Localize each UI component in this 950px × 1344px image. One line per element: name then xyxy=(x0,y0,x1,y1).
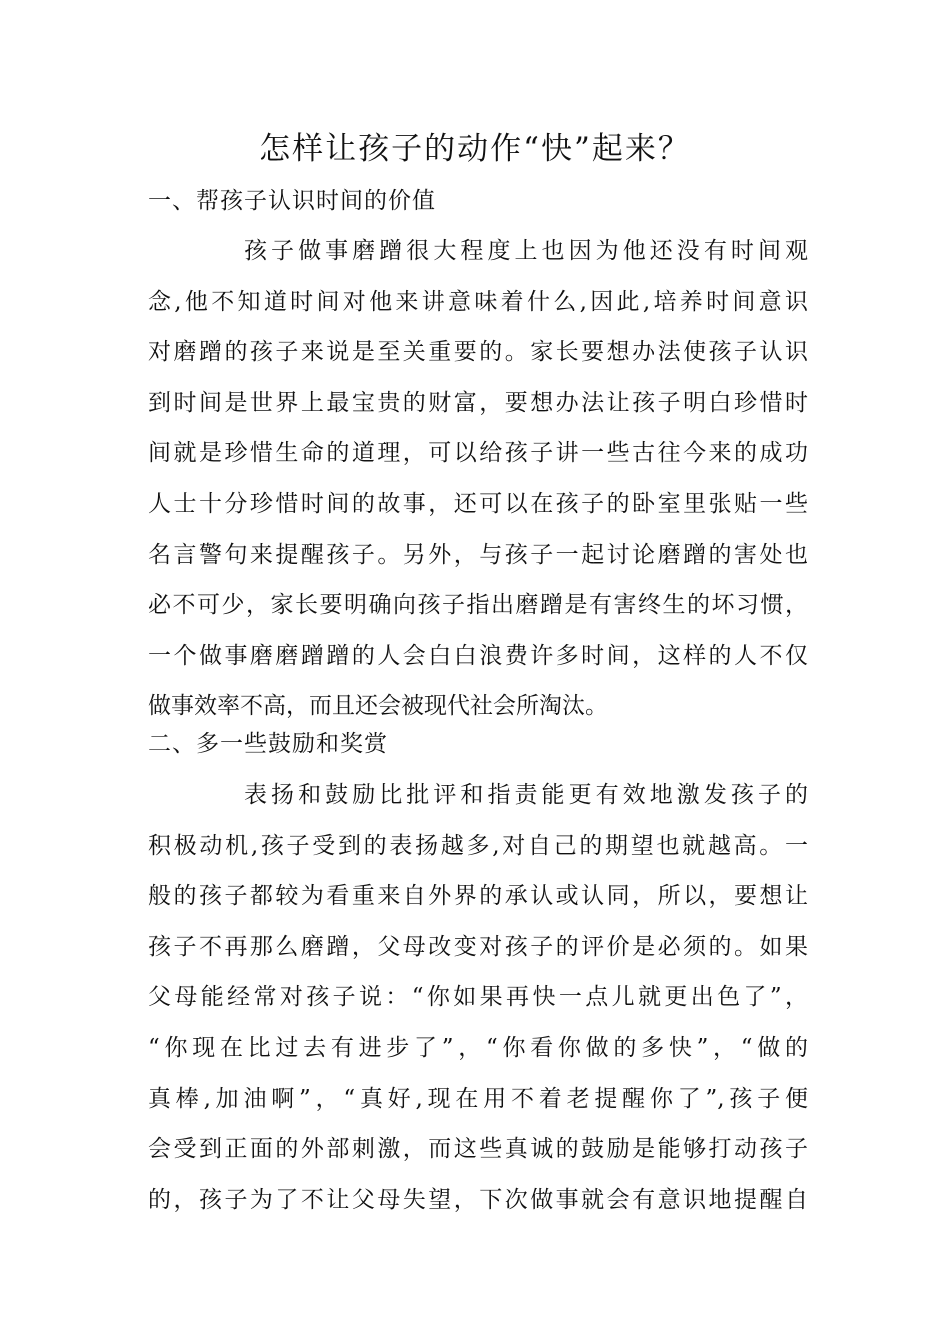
section-heading-encouragement: 二、多一些鼓励和奖赏 xyxy=(148,731,388,757)
paragraph-line: 到时间是世界上最宝贵的财富，要想办法让孩子明白珍惜时 xyxy=(148,389,808,416)
paragraph-line: 名言警句来提醒孩子。另外，与孩子一起讨论磨蹭的害处也 xyxy=(148,541,808,568)
section-paragraph-time-value xyxy=(148,226,808,732)
paragraph-line: 念,他不知道时间对他来讲意味着什么,因此,培养时间意识 xyxy=(148,288,808,315)
paragraph-line: 孩子不再那么磨蹭，父母改变对孩子的评价是必须的。如果 xyxy=(148,933,808,960)
paragraph-line: 真棒,加油啊”，“真好,现在用不着老提醒你了”,孩子便 xyxy=(148,1085,808,1112)
document-title: 怎样让孩子的动作“快”起来？ xyxy=(259,131,691,167)
paragraph-line: 一个做事磨磨蹭蹭的人会白白浪费许多时间，这样的人不仅 xyxy=(148,642,808,669)
paragraph-line: 孩子做事磨蹭很大程度上也因为他还没有时间观 xyxy=(244,238,808,264)
paragraph-line: 表扬和鼓励比批评和指责能更有效地激发孩子的 xyxy=(244,782,808,808)
paragraph-line: 的，孩子为了不让父母失望，下次做事就会有意识地提醒自 xyxy=(148,1186,808,1213)
paragraph-line: 对磨蹭的孩子来说是至关重要的。家长要想办法使孩子认识 xyxy=(148,339,808,366)
section-paragraph-encouragement xyxy=(148,770,808,1225)
paragraph-line: 人士十分珍惜时间的故事，还可以在孩子的卧室里张贴一些 xyxy=(148,490,808,517)
paragraph-line: 做事效率不高，而且还会被现代社会所淘汰。 xyxy=(148,693,608,720)
paragraph-line: 般的孩子都较为看重来自外界的承认或认同，所以，要想让 xyxy=(148,883,808,910)
paragraph-line: “你现在比过去有进步了”，“你看你做的多快”，“做的 xyxy=(148,1034,808,1061)
paragraph-line: 会受到正面的外部刺激，而这些真诚的鼓励是能够打动孩子 xyxy=(148,1136,808,1163)
paragraph-line: 间就是珍惜生命的道理，可以给孩子讲一些古往今来的成功 xyxy=(148,440,808,467)
paragraph-line: 积极动机,孩子受到的表扬越多,对自己的期望也就越高。一 xyxy=(148,832,808,859)
paragraph-line: 父母能经常对孩子说：“你如果再快一点儿就更出色了”， xyxy=(148,984,808,1011)
paragraph-line: 必不可少，家长要明确向孩子指出磨蹭是有害终生的坏习惯， xyxy=(148,592,808,619)
section-heading-time-value: 一、帮孩子认识时间的价值 xyxy=(148,188,436,214)
